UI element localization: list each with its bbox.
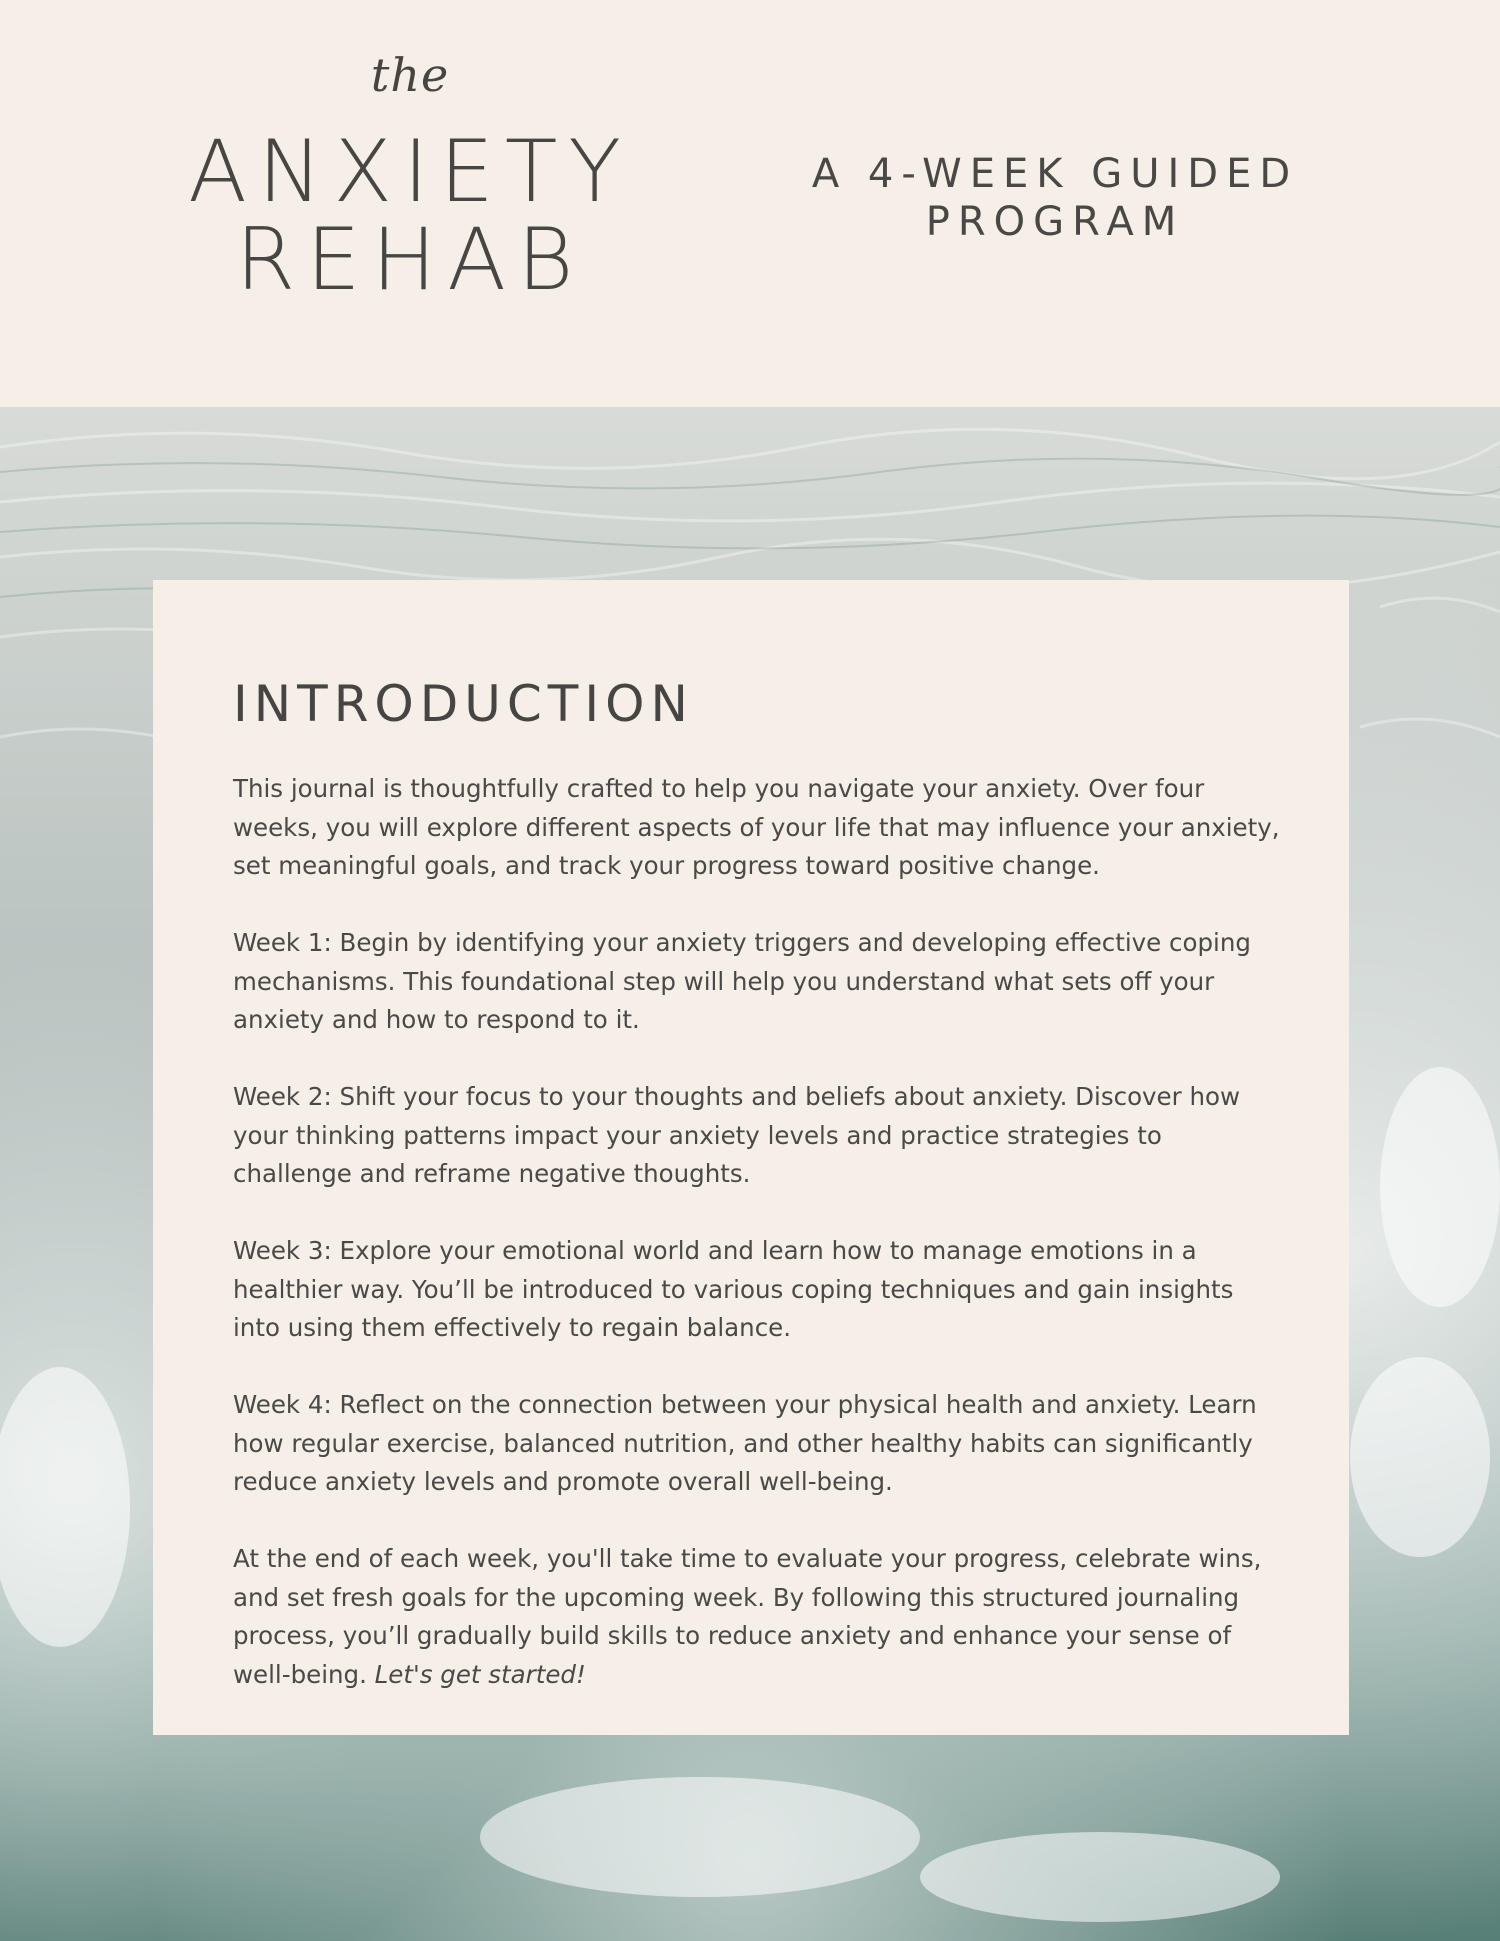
title-the: the bbox=[370, 48, 450, 102]
week-4-paragraph: Week 4: Reflect on the connection between your physical health and anxiety. Learn how regular exercise, balanced nutrition, and other healthy habits can significantly reduce anxiety levels and promote overall well-being. bbox=[233, 1390, 1257, 1496]
intro-paragraph: This journal is thoughtfully crafted to help you navigate your anxiety. Over four weeks, you will explore different aspects of your life that may influence your anxiety, set meaningful goals, and track your progress toward positive change. bbox=[233, 774, 1280, 880]
header bbox=[0, 0, 1500, 407]
introduction-heading: INTRODUCTION bbox=[233, 675, 694, 733]
introduction-body bbox=[233, 770, 1283, 1694]
week-3-paragraph: Week 3: Explore your emotional world and learn how to manage emotions in a healthier way. You’ll be introduced to various coping techniques and gain insights into using them effectively to regain balance. bbox=[233, 1236, 1234, 1342]
subtitle bbox=[780, 150, 1330, 246]
title-line-rehab: REHAB bbox=[235, 210, 585, 310]
title-line-anxiety: ANXIETY bbox=[188, 122, 632, 222]
subtitle-line-1: A 4-WEEK GUIDED bbox=[811, 151, 1299, 197]
closing-emphasis: Let's get started! bbox=[374, 1659, 586, 1689]
week-1-paragraph: Week 1: Begin by identifying your anxiety triggers and developing effective coping mechanisms. This foundational step will help you understand what sets off your anxiety and how to respond to it. bbox=[233, 928, 1251, 1034]
week-2-paragraph: Week 2: Shift your focus to your thoughts and beliefs about anxiety. Discover how your thinking patterns impact your anxiety levels and practice strategies to challenge and reframe negative thoughts. bbox=[233, 1082, 1241, 1188]
title-main bbox=[150, 122, 670, 310]
introduction-card bbox=[153, 580, 1349, 1735]
closing-text: At the end of each week, you'll take time to evaluate your progress, celebrate wins, and set fresh goals for the upcoming week. By following this structured journaling process, you’ll gradually build skills to reduce anxiety and enhance your sense of well-being. bbox=[233, 1544, 1262, 1689]
subtitle-line-2: PROGRAM bbox=[925, 199, 1185, 245]
closing-paragraph bbox=[233, 1540, 1283, 1694]
